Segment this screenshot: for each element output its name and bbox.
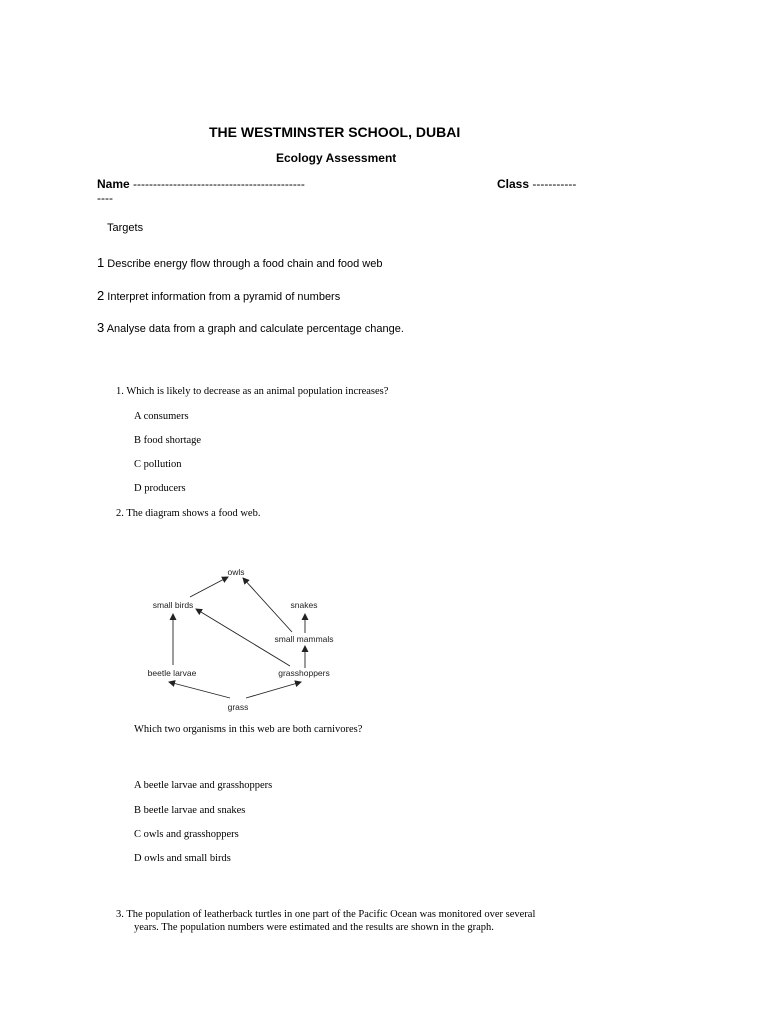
question-text: The diagram shows a food web.: [126, 508, 261, 519]
arrow-smallmammals-to-owls: [243, 578, 292, 632]
question-3: [116, 909, 535, 920]
node-snakes: snakes: [290, 600, 318, 610]
q2-option-c: C owls and grasshoppers: [134, 829, 239, 840]
question-text-line-1: The population of leatherback turtles in one part of the Pacific Ocean was monitored over several: [126, 909, 536, 920]
targets-heading: Targets: [107, 222, 144, 234]
question-number: 3.: [116, 909, 124, 920]
q2-prompt: Which two organisms in this web are both carnivores?: [134, 724, 363, 735]
q1-option-c: C pollution: [134, 459, 182, 470]
target-text: Interpret information from a pyramid of numbers: [107, 291, 341, 303]
target-text: Analyse data from a graph and calculate percentage change.: [106, 323, 404, 335]
arrow-grass-to-grasshoppers: [246, 682, 301, 698]
question-number: 1.: [116, 386, 124, 397]
target-text: Describe energy flow through a food chain and food web: [107, 258, 383, 270]
arrow-grass-to-beetlelarvae: [169, 682, 230, 698]
school-title: THE WESTMINSTER SCHOOL, DUBAI: [209, 124, 461, 140]
class-blank-line: -----------: [532, 177, 577, 191]
name-blank-line: -------------------------------------------: [133, 177, 305, 191]
name-label: Name: [97, 177, 130, 191]
assessment-title: Ecology Assessment: [276, 151, 397, 165]
target-item: [97, 320, 404, 335]
question-text: Which is likely to decrease as an animal population increases?: [126, 386, 389, 397]
question-number: 2.: [116, 508, 124, 519]
question-1: [116, 386, 388, 397]
target-item: [97, 255, 382, 270]
target-number: 2: [97, 288, 105, 303]
node-small-mammals: small mammals: [274, 634, 334, 644]
q1-option-a: A consumers: [134, 411, 189, 422]
target-number: 3: [97, 320, 105, 335]
name-field: [97, 177, 305, 191]
q1-option-b: B food shortage: [134, 435, 202, 446]
question-text-line-2: years. The population numbers were estimated and the results are shown in the graph.: [134, 922, 494, 933]
node-grasshoppers: grasshoppers: [278, 668, 330, 678]
node-small-birds: small birds: [152, 600, 194, 610]
node-grass: grass: [227, 702, 249, 712]
class-blank-line-wrap: ----: [97, 191, 113, 205]
q2-option-a: A beetle larvae and grasshoppers: [134, 780, 273, 791]
class-label: Class: [497, 177, 530, 191]
q1-option-d: D producers: [134, 483, 186, 494]
target-item: [97, 288, 340, 303]
class-field: [497, 177, 576, 191]
question-2: [116, 508, 260, 519]
q2-option-b: B beetle larvae and snakes: [134, 805, 246, 816]
q2-option-d: D owls and small birds: [134, 853, 231, 864]
node-beetle-larvae: beetle larvae: [147, 668, 197, 678]
node-owls: owls: [227, 567, 245, 577]
food-web-diagram: [136, 561, 340, 713]
target-number: 1: [97, 255, 105, 270]
arrow-smallbirds-to-owls: [190, 577, 228, 597]
